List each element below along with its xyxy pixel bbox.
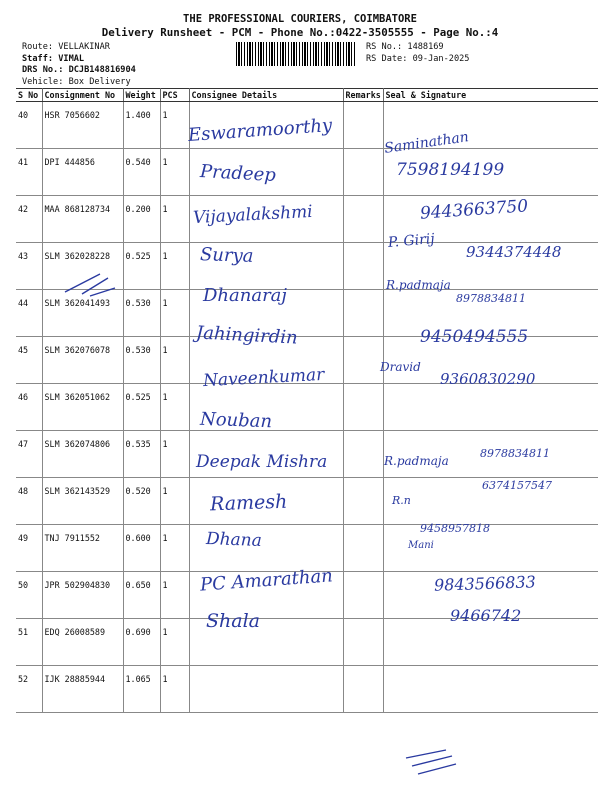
handwritten-consignee-name: Dhanaraj [203, 285, 287, 306]
sno-cell: 47 [16, 431, 42, 478]
consignee-cell [189, 431, 343, 478]
consignee-cell [189, 384, 343, 431]
table-row [16, 666, 598, 713]
table-row [16, 478, 598, 525]
remarks-cell [343, 666, 383, 713]
handwritten-consignee-name: Pradeep [199, 161, 277, 186]
pcs-cell: 1 [160, 337, 189, 384]
table-row [16, 149, 598, 196]
remarks-cell [343, 196, 383, 243]
handwritten-signature-text: P. Girij [387, 230, 436, 252]
consignment-cell: SLM 362041493 [42, 290, 123, 337]
consignee-cell [189, 525, 343, 572]
remarks-cell [343, 149, 383, 196]
pcs-cell: 1 [160, 149, 189, 196]
consignment-cell: DPI 444856 [42, 149, 123, 196]
weight-cell: 0.525 [123, 243, 160, 290]
handwritten-signature-text: Saminathan [383, 129, 470, 157]
remarks-cell [343, 102, 383, 149]
handwritten-consignee-name: Nouban [199, 408, 273, 433]
consignment-cell: MAA 868128734 [42, 196, 123, 243]
handwritten-signature-text: 9443663750 [419, 196, 529, 224]
handwritten-consignee-name: Eswaramoorthy [187, 114, 333, 147]
consignee-cell [189, 243, 343, 290]
col-header-weight: Weight [123, 89, 160, 102]
sno-cell: 50 [16, 572, 42, 619]
weight-cell: 0.535 [123, 431, 160, 478]
col-header-pcs: PCS [160, 89, 189, 102]
sno-cell: 51 [16, 619, 42, 666]
signature-cell [383, 478, 598, 525]
handwritten-signature-text: 9458957818 [420, 522, 490, 535]
signature-cell [383, 431, 598, 478]
table-row [16, 619, 598, 666]
runsheet-table [16, 88, 598, 713]
consignment-cell: SLM 362074806 [42, 431, 123, 478]
table-row [16, 572, 598, 619]
remarks-cell [343, 290, 383, 337]
consignee-cell [189, 619, 343, 666]
handwritten-signature-text: R.n [392, 494, 411, 507]
remarks-cell [343, 431, 383, 478]
consignment-cell: EDQ 26008589 [42, 619, 123, 666]
handwritten-signature-text: Dravid [380, 360, 421, 374]
vehicle-text: Vehicle: Box Delivery [22, 76, 131, 87]
pcs-cell: 1 [160, 619, 189, 666]
weight-cell: 0.520 [123, 478, 160, 525]
sno-cell: 46 [16, 384, 42, 431]
pcs-cell: 1 [160, 572, 189, 619]
signature-cell [383, 619, 598, 666]
consignee-cell [189, 666, 343, 713]
consignee-cell [189, 196, 343, 243]
handwritten-consignee-name: Jahingirdin [195, 322, 299, 349]
handwritten-consignee-name: Dhana [205, 529, 263, 551]
signature-cell [383, 384, 598, 431]
consignee-cell [189, 337, 343, 384]
remarks-cell [343, 619, 383, 666]
handwritten-signature-text: 8978834811 [456, 292, 526, 305]
consignment-cell: TNJ 7911552 [42, 525, 123, 572]
consignee-cell [189, 149, 343, 196]
table-row [16, 431, 598, 478]
col-header-consignee: Consignee Details [189, 89, 343, 102]
weight-cell: 1.400 [123, 102, 160, 149]
consignee-cell [189, 102, 343, 149]
table-row [16, 337, 598, 384]
runsheet-subtitle: Delivery Runsheet - PCM - Phone No.:0422-3505555 - Page No.:4 [101, 26, 499, 39]
signature-cell [383, 102, 598, 149]
handwritten-consignee-name: PC Amarathan [199, 565, 334, 596]
sno-cell: 41 [16, 149, 42, 196]
weight-cell: 1.065 [123, 666, 160, 713]
col-header-signature: Seal & Signature [383, 89, 598, 102]
table-row [16, 196, 598, 243]
handwritten-signature-text: R.padmaja [384, 454, 449, 468]
pcs-cell: 1 [160, 384, 189, 431]
drs-number: DRS No.: DCJB148816904 [22, 65, 136, 75]
handwritten-consignee-name: Vijayalakshmi [192, 201, 314, 229]
weight-cell: 0.650 [123, 572, 160, 619]
handwritten-signature-text: 9843566833 [433, 572, 537, 595]
remarks-cell [343, 572, 383, 619]
sno-cell: 52 [16, 666, 42, 713]
runsheet-meta-left [22, 42, 136, 88]
weight-cell: 0.600 [123, 525, 160, 572]
pcs-cell: 1 [160, 290, 189, 337]
company-name: THE PROFESSIONAL COURIERS, COIMBATORE [183, 13, 417, 25]
rs-number: RS No.: 1488169 [366, 42, 444, 52]
weight-cell: 0.540 [123, 149, 160, 196]
signature-cell [383, 243, 598, 290]
staff-text: Staff: VIMAL [22, 53, 85, 64]
handwritten-signature-text: R.padmaja [386, 278, 451, 292]
bottom-signature-scribble [398, 740, 468, 780]
weight-cell: 0.690 [123, 619, 160, 666]
runsheet-meta-right [366, 42, 469, 65]
handwritten-signature-text: 9344374448 [466, 243, 562, 261]
consignment-cell: HSR 7056602 [42, 102, 123, 149]
pcs-cell: 1 [160, 478, 189, 525]
handwritten-consignee-name: Deepak Mishra [196, 452, 328, 472]
remarks-cell [343, 478, 383, 525]
remarks-cell [343, 525, 383, 572]
signature-cell [383, 290, 598, 337]
signature-cell [383, 666, 598, 713]
remarks-cell [343, 337, 383, 384]
sno-cell: 44 [16, 290, 42, 337]
table-row [16, 243, 598, 290]
pcs-cell: 1 [160, 196, 189, 243]
remarks-cell [343, 384, 383, 431]
sno-cell: 42 [16, 196, 42, 243]
sno-cell: 43 [16, 243, 42, 290]
table-row [16, 384, 598, 431]
pcs-cell: 1 [160, 102, 189, 149]
col-header-sno: S No [16, 89, 42, 102]
col-header-consignment: Consignment No [42, 89, 123, 102]
table-header-row [16, 89, 598, 102]
table-row [16, 290, 598, 337]
sno-cell: 40 [16, 102, 42, 149]
route-text: Route: VELLAKINAR [22, 42, 110, 52]
signature-cell [383, 196, 598, 243]
weight-cell: 0.530 [123, 290, 160, 337]
handwritten-consignee-name: Surya [199, 244, 254, 267]
consignment-cell: SLM 362028228 [42, 243, 123, 290]
weight-cell: 0.525 [123, 384, 160, 431]
signature-cell [383, 149, 598, 196]
consignment-cell: SLM 362051062 [42, 384, 123, 431]
col-header-remarks: Remarks [343, 89, 383, 102]
handwritten-signature-text: 9466742 [450, 606, 522, 625]
consignee-cell [189, 572, 343, 619]
weight-cell: 0.530 [123, 337, 160, 384]
sno-cell: 48 [16, 478, 42, 525]
handwritten-consignee-name: Naveenkumar [202, 364, 325, 392]
pcs-cell: 1 [160, 525, 189, 572]
barcode [236, 42, 356, 66]
consignment-cell: IJK 28885944 [42, 666, 123, 713]
rs-date: RS Date: 09-Jan-2025 [366, 53, 470, 64]
consignment-cell: JPR 502904830 [42, 572, 123, 619]
document-header [0, 12, 600, 40]
handwritten-signature-text: 9360830290 [440, 370, 536, 388]
signature-cell [383, 525, 598, 572]
handwritten-signature-text: Mani [408, 540, 434, 551]
handwritten-signature-text: 9450494555 [420, 327, 529, 347]
handwritten-consignee-name: Shala [206, 610, 260, 632]
table-row [16, 102, 598, 149]
weight-cell: 0.200 [123, 196, 160, 243]
table-row [16, 525, 598, 572]
consignee-cell [189, 290, 343, 337]
pcs-cell: 1 [160, 243, 189, 290]
signature-cell [383, 572, 598, 619]
consignment-cell: SLM 362143529 [42, 478, 123, 525]
consignment-cell: SLM 362076078 [42, 337, 123, 384]
handwritten-consignee-name: Ramesh [209, 490, 288, 516]
pcs-cell: 1 [160, 666, 189, 713]
consignee-cell [189, 478, 343, 525]
sno-cell: 45 [16, 337, 42, 384]
handwritten-signature-text: 7598194199 [396, 160, 505, 180]
sno-cell: 49 [16, 525, 42, 572]
handwritten-signature-text: 6374157547 [482, 479, 552, 492]
signature-cell [383, 337, 598, 384]
remarks-cell [343, 243, 383, 290]
pcs-cell: 1 [160, 431, 189, 478]
handwritten-signature-text: 8978834811 [480, 447, 550, 460]
